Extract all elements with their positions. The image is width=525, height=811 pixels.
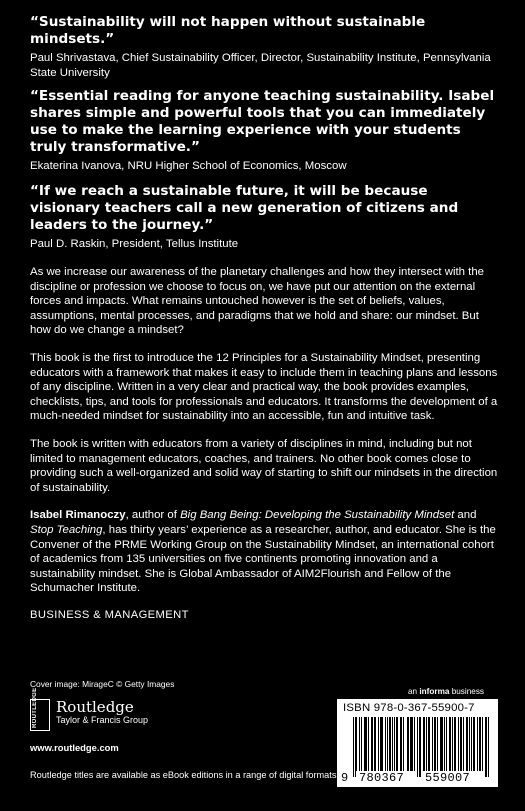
barcode-bar <box>434 717 435 771</box>
description-paragraph-1: As we increase our awareness of the planetary challenges and how they intersect with the discipline or profession we choose to focus on, we have put our attention on the external forces and impacts. What remains untouched however is the set of beliefs, values, assumptions, mental processes, and paradigms that we hold and share: our mindset. But how do we change a mindset? <box>30 266 484 337</box>
barcode-bar <box>374 717 375 771</box>
barcode-bar <box>450 717 451 771</box>
barcode-bar <box>396 717 397 771</box>
barcode-bar <box>380 717 381 771</box>
barcode-bar <box>444 717 445 771</box>
barcode-bar <box>424 717 425 771</box>
barcode-bar <box>366 717 367 771</box>
barcode-bar <box>469 717 470 771</box>
barcode-bar <box>365 717 366 771</box>
quote-3-attribution: Paul D. Raskin, President, Tellus Institute <box>30 237 239 250</box>
barcode-bar <box>368 717 369 771</box>
barcode-bar <box>385 717 386 771</box>
author-bio <box>30 508 499 596</box>
barcode-bar <box>429 717 430 771</box>
barcode-bar <box>449 717 450 771</box>
barcode-bar <box>486 717 487 777</box>
barcode-bar <box>397 717 398 771</box>
description-paragraph-2: This book is the first to introduce the 12 Principles for a Sustainability Mindset, presenting educators with a framework that makes it easy to include them in teaching plans and lessons of any discipline. Written in a very clear and practical way, the book provides examples, checklists, tips, and tools for professionals and educators. It transforms the development of a much-needed mindset for sustainability into an accessible, fun and intuitive task. <box>30 351 498 423</box>
barcode-bar <box>389 717 390 771</box>
subject-category: BUSINESS & MANAGEMENT <box>30 608 189 621</box>
book-title-1: Big Bang Being: Developing the Sustainability Mindset <box>180 509 455 522</box>
barcode-bar <box>378 717 379 771</box>
barcode-bar <box>419 717 420 777</box>
quote-1-text: “Sustainability will not happen without sustainable mindsets.” <box>30 14 426 47</box>
barcode-bar <box>452 717 453 771</box>
barcode-bar <box>371 717 372 771</box>
barcode-bar <box>482 717 483 771</box>
barcode-bar <box>359 717 360 771</box>
barcode-bar <box>461 717 462 771</box>
barcode-bar <box>440 717 441 771</box>
barcode-bar <box>410 717 411 771</box>
barcode-bar <box>442 717 443 771</box>
barcode-bar <box>471 717 472 771</box>
barcode-bar <box>356 717 357 771</box>
barcode-bar <box>458 717 459 771</box>
barcode-bar <box>353 717 354 777</box>
quote-2-text: “Essential reading for anyone teaching sustainability. Isabel shares simple and powerful tools that you can immediately use to make the learning experience with your students truly transformative.” <box>30 88 495 155</box>
barcode-bar <box>437 717 438 771</box>
description-paragraph-3: The book is written with educators from a variety of disciplines in mind, including but not limited to management educators, coaches, and trainers. No other book comes close to providing such a well-organized and solid way of starting to shift our mindsets in the direction of sustainability. <box>30 437 498 494</box>
routledge-logo-icon <box>30 687 50 731</box>
barcode-bar <box>454 717 455 771</box>
cover-credit: Cover image: MirageC © Getty Images <box>30 679 175 689</box>
barcode-bar <box>372 717 373 771</box>
author-bio-text-3: , has thirty years’ experience as a researcher, author, and educator. She is the Convener of the PRME Working Group on the Sustainability Mindset, an international cohort of academics from 135 universities on five continents promoting innovation and a sustainability mindset. She is Global Ambassador of AIM2Flourish and Fellow of the Schumacher Institute. <box>30 523 496 595</box>
barcode-bar <box>382 717 383 771</box>
barcode-bar <box>361 717 362 771</box>
author-bio-text-2: and <box>454 509 477 522</box>
publisher-logo <box>30 687 149 731</box>
publisher-logo-text <box>56 699 148 726</box>
barcode-bar <box>467 717 468 771</box>
informa-prefix: an <box>408 687 420 696</box>
barcode-bar <box>473 717 474 771</box>
barcode-bar <box>441 717 442 771</box>
barcode-bar <box>401 717 402 771</box>
barcode-bar <box>463 717 464 771</box>
back-cover-content <box>30 14 499 621</box>
barcode-bar <box>488 717 489 777</box>
barcode-bar <box>375 717 376 771</box>
barcode-bar <box>420 717 421 777</box>
informa-business <box>408 687 484 696</box>
isbn-digits-right: 559007 <box>425 771 471 785</box>
isbn-barcode <box>337 699 498 787</box>
barcode-bar <box>412 717 413 771</box>
barcode-bar <box>392 717 393 771</box>
barcode-bar <box>403 717 404 771</box>
barcode-bar <box>432 717 433 771</box>
informa-suffix: business <box>449 687 485 696</box>
informa-name: informa <box>419 687 450 696</box>
barcode-bar <box>428 717 429 771</box>
barcode-bar <box>364 717 365 771</box>
barcode-bar <box>460 717 461 771</box>
barcode-bar <box>426 717 427 771</box>
quote-3-text: “If we reach a sustainable future, it will be because visionary teachers call a new generation of citizens and leaders to the journey.” <box>30 182 459 233</box>
barcode-bar <box>381 717 382 771</box>
isbn-digit-first: 9 <box>341 771 349 785</box>
barcode-bar <box>423 717 424 771</box>
barcode-bar <box>479 717 480 771</box>
isbn-digits-left: 780367 <box>359 771 405 785</box>
barcode-bar <box>394 717 395 771</box>
publisher-group: Taylor & Francis Group <box>56 715 149 725</box>
barcode-bar <box>387 717 388 771</box>
publisher-name: Routledge <box>56 698 134 716</box>
barcode-bar <box>480 717 481 771</box>
barcode-bar <box>414 717 415 771</box>
barcode-bar <box>355 717 356 777</box>
barcode-bar <box>485 717 486 777</box>
author-bio-text-1: , author of <box>125 509 181 522</box>
ebook-note: Routledge titles are available as eBook editions in a range of digital formats <box>30 770 337 780</box>
logo-mark-text: ROUTLEDGE <box>32 687 38 728</box>
book-title-2: Stop Teaching <box>30 523 103 536</box>
publisher-url: www.routledge.com <box>30 742 119 753</box>
barcode-bar <box>408 717 409 771</box>
barcode-bar <box>455 717 456 771</box>
barcode-bar <box>390 717 391 771</box>
barcode-bar <box>474 717 475 771</box>
isbn-label: ISBN 978-0-367-55900-7 <box>343 702 475 714</box>
barcode-bar <box>477 717 478 771</box>
barcode-bar <box>466 717 467 771</box>
quote-2-attribution: Ekaterina Ivanova, NRU Higher School of Economics, Moscow <box>30 160 347 172</box>
barcode-bar <box>411 717 412 771</box>
barcode-bar <box>400 717 401 771</box>
barcode-bar <box>435 717 436 771</box>
barcode-bar <box>417 717 418 777</box>
author-name: Isabel Rimanoczy <box>30 509 126 522</box>
barcode-bar <box>446 717 447 771</box>
barcode-bar <box>407 717 408 771</box>
quote-1-attribution: Paul Shrivastava, Chief Sustainability Officer, Director, Sustainability Institute, Pennsylvania State University <box>30 52 491 79</box>
